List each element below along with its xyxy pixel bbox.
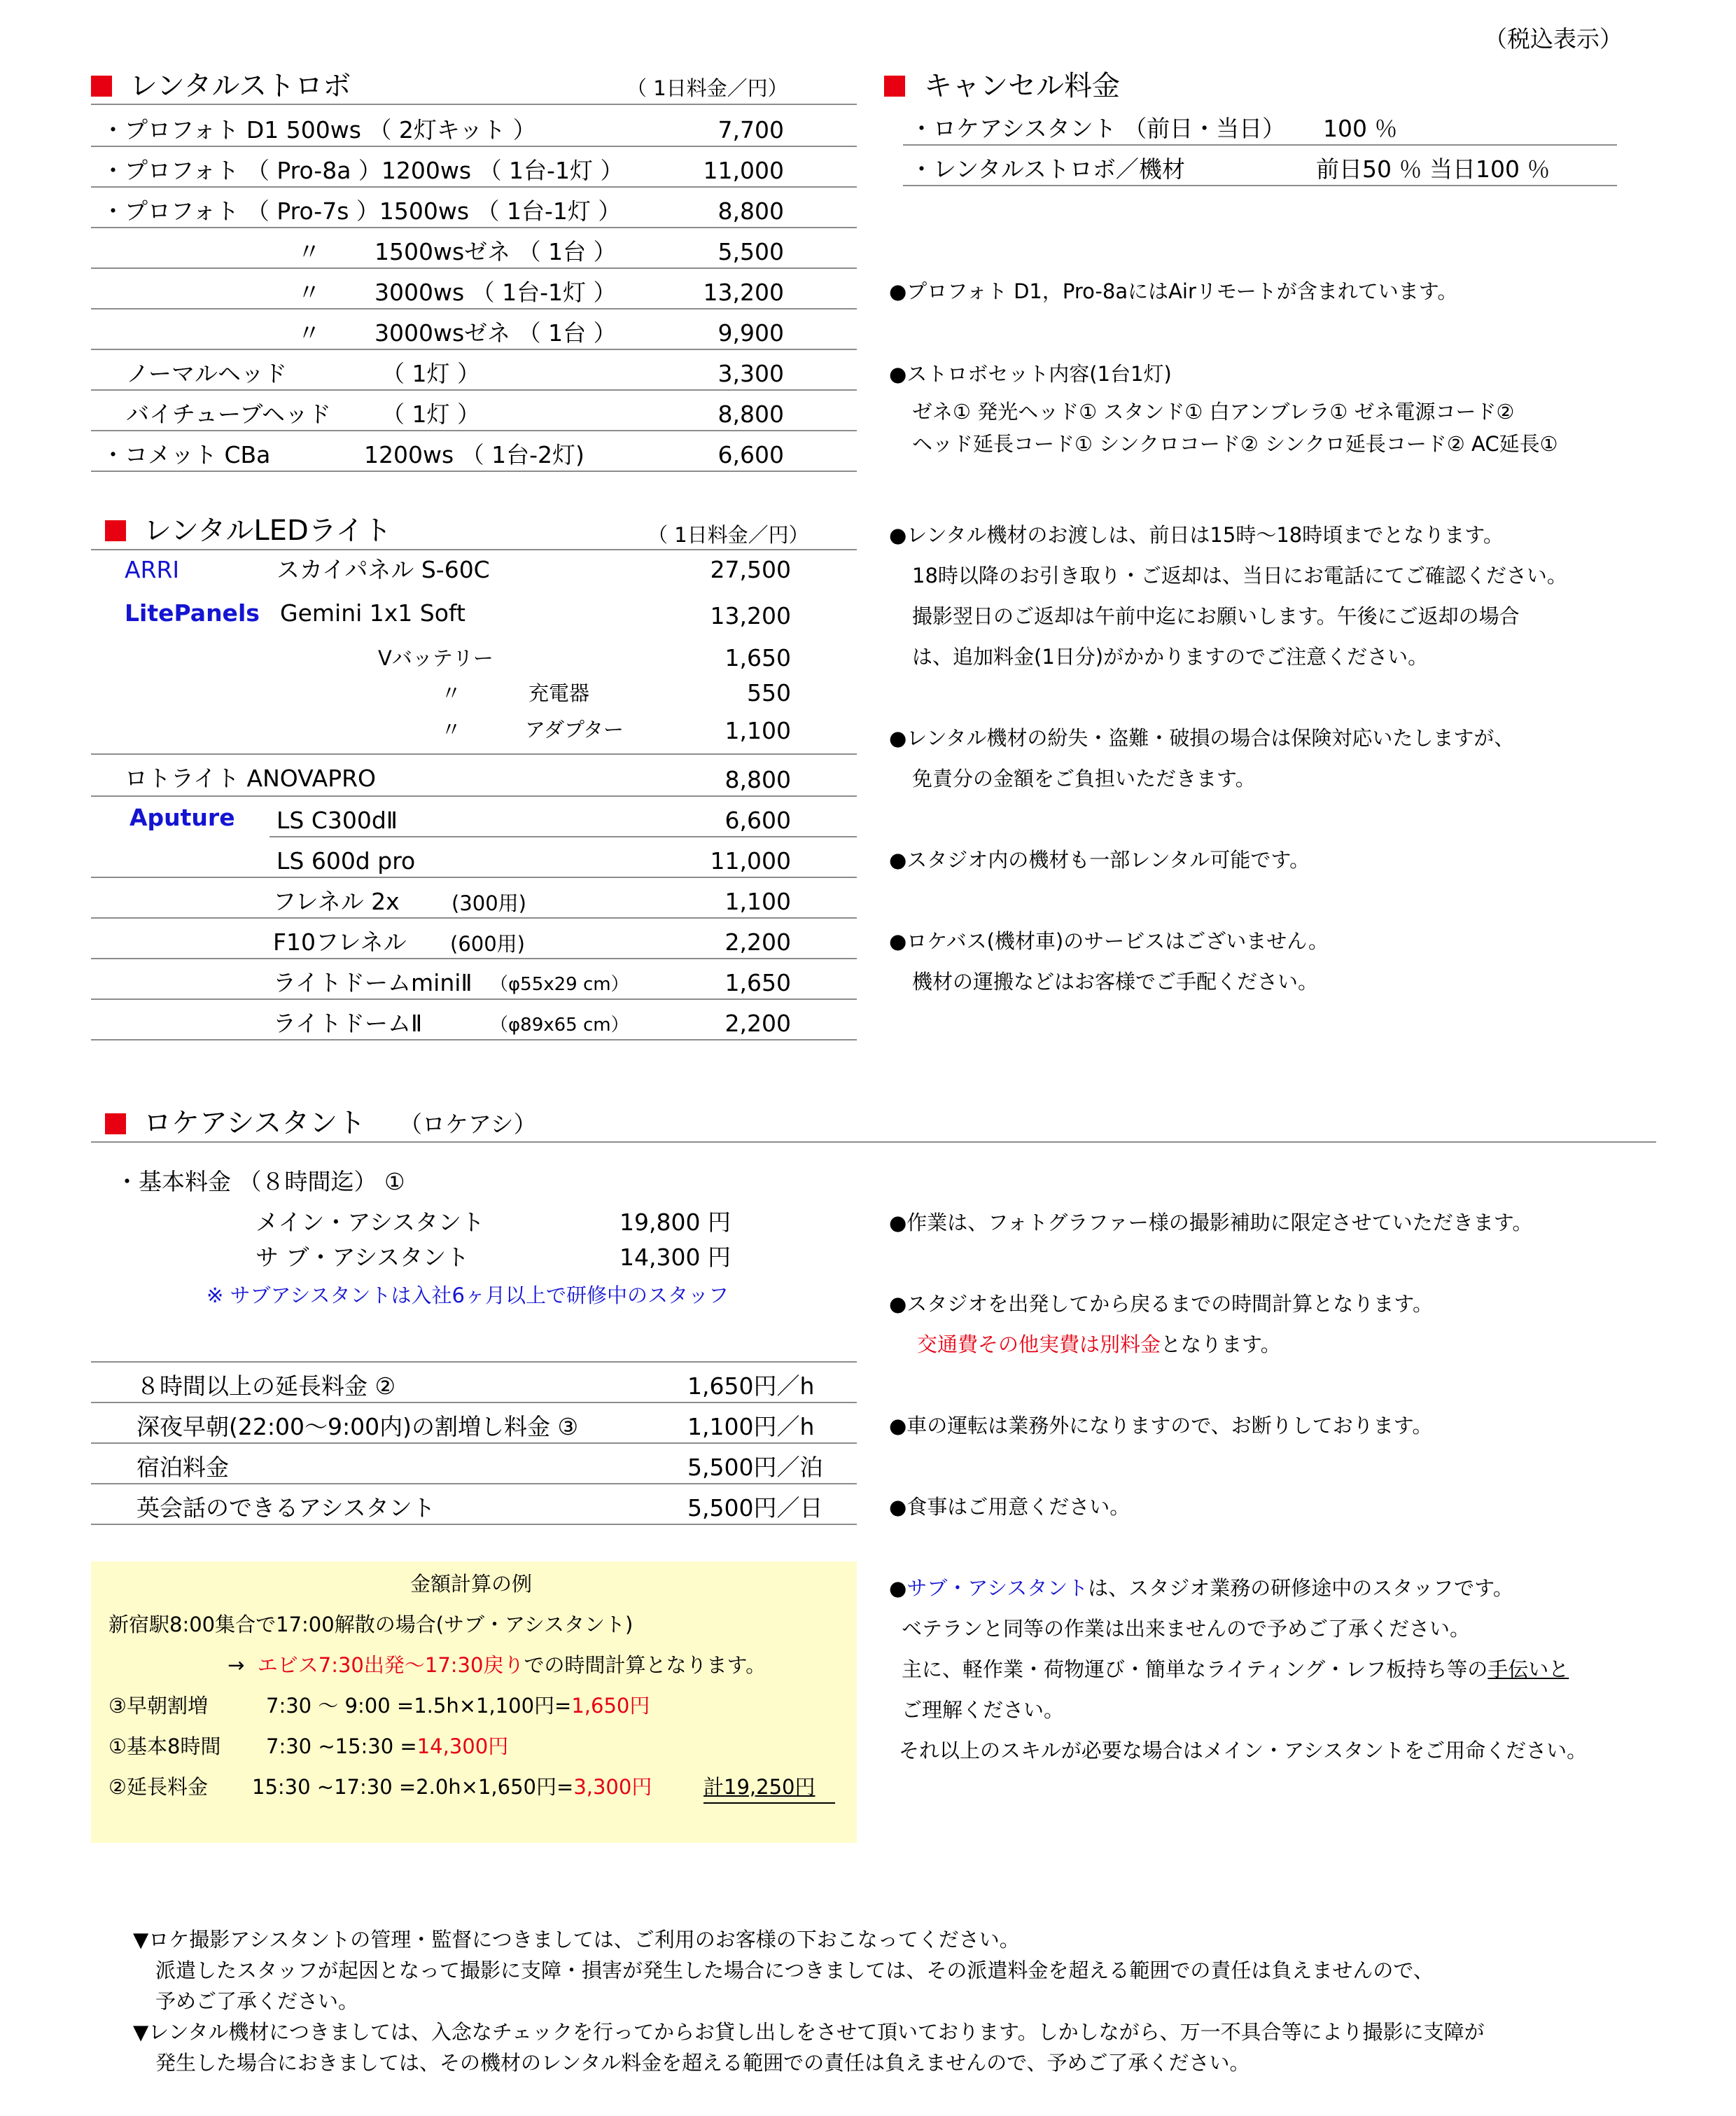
strobe-unit: （ 1日料金／円） bbox=[626, 76, 788, 100]
sub-assistant-note: ※ サブアシスタントは入社6ヶ月以上で研修中のスタッフ bbox=[206, 1283, 729, 1307]
divider bbox=[91, 267, 857, 269]
calc-row-formula: 15:30 ~17:30 =2.0h×1,650円= bbox=[252, 1775, 574, 1799]
cancel-title: キャンセル料金 bbox=[924, 70, 1120, 102]
led-item: LS 600d pro bbox=[276, 847, 416, 875]
note-rest: は、スタジオ業務の研修途中のスタッフです。 bbox=[1088, 1576, 1513, 1600]
strobe-row-label: ・プロフォト （ Pro-7s ）1500ws （ 1台-1灯 ） bbox=[102, 197, 622, 225]
assistant-subtitle: （ロケアシ） bbox=[399, 1111, 537, 1138]
tax-note: （税込表示） bbox=[1484, 25, 1623, 53]
led-price: 2,200 bbox=[724, 928, 791, 956]
ditto-mark: 〃 bbox=[298, 319, 321, 347]
calc-highlight: エビス7:30出発～17:30戻り bbox=[257, 1653, 524, 1677]
strobe-row-price: 5,500 bbox=[718, 238, 784, 265]
calc-row bbox=[252, 1774, 652, 1800]
calc-row-label: ②延長料金 bbox=[108, 1775, 208, 1799]
strobe-row-label: 1200ws （ 1台-2灯) bbox=[364, 441, 584, 468]
calc-line: 新宿駅8:00集合で17:00解散の場合(サブ・アシスタント) bbox=[108, 1613, 634, 1636]
note-line: ベテランと同等の作業は出来ませんので予めご了承ください。 bbox=[902, 1617, 1471, 1641]
strobe-title: レンタルストロボ bbox=[130, 70, 351, 102]
divider bbox=[91, 795, 857, 797]
extra-fee-label: 英会話のできるアシスタント bbox=[136, 1494, 435, 1522]
divider bbox=[91, 389, 857, 391]
divider bbox=[91, 1039, 857, 1040]
extra-fee-label: 宿泊料金 bbox=[136, 1454, 229, 1481]
led-item: 充電器 bbox=[528, 681, 590, 705]
led-price: 1,100 bbox=[724, 717, 791, 744]
led-price: 1,650 bbox=[724, 969, 791, 996]
note-line: ●スタジオ内の機材も一部レンタル可能です。 bbox=[889, 848, 1310, 872]
strobe-row-price: 3,300 bbox=[718, 360, 784, 387]
divider bbox=[91, 549, 857, 550]
footer-line: 予めご了承ください。 bbox=[155, 1989, 359, 2013]
strobe-row-price: 9,900 bbox=[718, 319, 784, 347]
strobe-row-label: ・プロフォト （ Pro-8a ）1200ws （ 1台-1灯 ） bbox=[102, 157, 624, 184]
calc-row-formula: 7:30 ~15:30 = bbox=[266, 1734, 417, 1758]
strobe-row-price: 6,600 bbox=[718, 441, 784, 468]
note-line: は、追加料金(1日分)がかかりますのでご注意ください。 bbox=[912, 645, 1429, 669]
divider bbox=[91, 877, 857, 878]
footer-line: ▼ロケ撮影アシスタントの管理・監督につきましては、ご利用のお客様の下おこなってください。 bbox=[133, 1928, 1020, 1951]
led-item: LS C300dⅡ bbox=[276, 807, 398, 834]
note-rest: 主に、軽作業・荷物運び・簡単なライティング・レフ板持ち等の bbox=[902, 1657, 1488, 1681]
note-line: ●スタジオを出発してから戻るまでの時間計算となります。 bbox=[889, 1292, 1433, 1316]
cancel-row-label: ・レンタルストロボ／機材 bbox=[910, 155, 1185, 183]
note-line: 機材の運搬などはお客様でご手配ください。 bbox=[912, 970, 1319, 994]
calc-row bbox=[266, 1693, 650, 1718]
note-line: ●レンタル機材の紛失・盗難・破損の場合は保険対応いたしますが、 bbox=[889, 726, 1515, 750]
divider bbox=[91, 1141, 1656, 1143]
calc-title: 金額計算の例 bbox=[410, 1572, 533, 1596]
cancel-row-value: 前日50 ％ 当日100 ％ bbox=[1316, 155, 1550, 183]
led-price: 2,200 bbox=[724, 1010, 791, 1037]
led-price: 8,800 bbox=[724, 766, 791, 793]
extra-fee-price: 5,500円／日 bbox=[687, 1494, 823, 1522]
note-line: 18時以降のお引き取り・ご返却は、当日にお電話にてご確認ください。 bbox=[912, 564, 1567, 587]
divider bbox=[91, 471, 857, 472]
divider bbox=[91, 349, 857, 350]
strobe-row-label: 1500wsゼネ （ 1台 ） bbox=[374, 238, 617, 265]
brand-arri: ARRI bbox=[125, 556, 180, 583]
footer-line: 派遣したスタッフが起因となって撮影に支障・損害が発生した場合につきましては、その派遣料金を超える範囲での責任は負えませんので、 bbox=[155, 1958, 1434, 1982]
strobe-row-label: 3000wsゼネ （ 1台 ） bbox=[374, 319, 617, 347]
divider bbox=[91, 958, 857, 959]
strobe-row-label: 3000ws （ 1台-1灯 ） bbox=[374, 279, 617, 306]
led-price: 13,200 bbox=[710, 602, 791, 629]
main-assistant-price: 19,800 円 bbox=[620, 1209, 731, 1236]
led-item: ライトドームminiⅡ bbox=[273, 969, 472, 996]
divider bbox=[91, 104, 857, 105]
note-line: ●ロケバス(機材車)のサービスはございません。 bbox=[889, 929, 1329, 953]
calc-total: 計19,250円 bbox=[704, 1775, 816, 1799]
note-underlined: 手伝いと bbox=[1488, 1657, 1569, 1681]
main-assistant-label: メイン・アシスタント bbox=[255, 1209, 485, 1236]
strobe-row-label: ・コメット CBa bbox=[102, 441, 271, 468]
strobe-row-label: ・プロフォト D1 500ws （ 2灯キット ） bbox=[102, 116, 536, 144]
brand-aputure: Aputure bbox=[130, 804, 235, 831]
brand-litepanels: LitePanels bbox=[125, 599, 260, 627]
led-unit: （ 1日料金／円） bbox=[648, 523, 809, 547]
calc-arrow bbox=[227, 1652, 766, 1678]
strobe-row-label: （ 1灯 ） bbox=[382, 360, 480, 387]
extra-fee-label: ８時間以上の延長料金 ② bbox=[136, 1372, 396, 1400]
note-line: ●車の運転は業務外になりますので、お断りしております。 bbox=[889, 1414, 1433, 1438]
strobe-row-label: ノーマルヘッド bbox=[126, 360, 288, 387]
divider bbox=[91, 1483, 857, 1484]
cancel-row-label: ・ロケアシスタント （前日・当日） bbox=[910, 115, 1286, 142]
led-item: ロトライト ANOVAPRO bbox=[125, 765, 376, 792]
divider bbox=[91, 186, 857, 188]
note-line: 撮影翌日のご返却は午前中迄にお願いします。午後にご返却の場合 bbox=[912, 604, 1520, 628]
note-line: ●ストロボセット内容(1台1灯) bbox=[889, 362, 1172, 386]
led-item-note: （φ89x65 cm） bbox=[490, 1015, 629, 1036]
calc-line-rest: での時間計算となります。 bbox=[524, 1653, 766, 1677]
sub-assistant-price: 14,300 円 bbox=[620, 1244, 731, 1271]
note-highlight: サブ・アシスタント bbox=[906, 1576, 1088, 1600]
base-fee-label: ・基本料金 （８時間迄） ① bbox=[115, 1168, 405, 1195]
note-line: ●レンタル機材のお渡しは、前日は15時～18時頃までとなります。 bbox=[889, 523, 1504, 547]
calc-row-label: ③早朝割増 bbox=[108, 1694, 208, 1718]
note-rest: となります。 bbox=[1161, 1332, 1281, 1356]
divider bbox=[91, 1402, 857, 1403]
cancel-row-value: 100 ％ bbox=[1323, 115, 1398, 142]
total-underline bbox=[704, 1802, 835, 1804]
ditto-mark: 〃 bbox=[441, 718, 462, 742]
led-price: 1,100 bbox=[724, 888, 791, 915]
sub-assistant-label: サ ブ・アシスタント bbox=[255, 1244, 470, 1271]
calc-row-result: 3,300円 bbox=[573, 1775, 652, 1799]
divider bbox=[91, 998, 857, 1000]
note-line: ●作業は、フォトグラファー様の撮影補助に限定させていただきます。 bbox=[889, 1211, 1533, 1234]
note-line: ●食事はご用意ください。 bbox=[889, 1495, 1130, 1519]
strobe-row-price: 7,700 bbox=[718, 116, 784, 144]
led-price: 6,600 bbox=[724, 807, 791, 834]
divider bbox=[903, 185, 1617, 186]
assistant-title: ロケアシスタント bbox=[144, 1107, 366, 1139]
note-line: 免責分の金額をご負担いただきます。 bbox=[912, 767, 1256, 791]
divider bbox=[91, 146, 857, 147]
footer-line: ▼レンタル機材につきましては、入念なチェックを行ってからお貸し出しをさせて頂いております。しかしながら、万一不具合等により撮影に支障が bbox=[133, 2020, 1485, 2044]
led-item: Gemini 1x1 Soft bbox=[280, 599, 465, 627]
note-line: ゼネ① 発光ヘッド① スタンド① 白アンブレラ① ゼネ電源コード② bbox=[912, 400, 1515, 424]
section-marker bbox=[884, 76, 905, 97]
calc-row-result: 1,650円 bbox=[571, 1694, 650, 1718]
led-item: フレネル 2x bbox=[273, 888, 400, 915]
strobe-row-label: バイチューブヘッド bbox=[126, 401, 332, 428]
divider bbox=[91, 308, 857, 309]
note-line: ヘッド延長コード① シンクロコード② シンクロ延長コード② AC延長① bbox=[912, 432, 1558, 456]
note-line bbox=[889, 1575, 1513, 1601]
strobe-row-price: 13,200 bbox=[703, 279, 784, 306]
extra-fee-label: 深夜早朝(22:00～9:00内)の割増し料金 ③ bbox=[136, 1413, 579, 1440]
note-highlight: 交通費その他実費は別料金 bbox=[917, 1332, 1161, 1356]
calc-row-result: 14,300円 bbox=[416, 1734, 509, 1758]
divider bbox=[91, 227, 857, 228]
led-price: 1,650 bbox=[724, 644, 791, 671]
led-item: アダプター bbox=[525, 718, 624, 742]
divider bbox=[91, 1361, 857, 1363]
strobe-row-price: 11,000 bbox=[703, 157, 784, 184]
divider bbox=[91, 1524, 857, 1525]
divider bbox=[91, 430, 857, 431]
calc-row-label: ①基本8時間 bbox=[108, 1734, 221, 1758]
ditto-mark: 〃 bbox=[298, 238, 321, 265]
led-item-note: (600用) bbox=[450, 932, 525, 956]
led-item-note: (300用) bbox=[451, 891, 526, 915]
divider bbox=[91, 753, 857, 755]
note-line bbox=[917, 1332, 1281, 1357]
strobe-row-label: （ 1灯 ） bbox=[382, 401, 480, 428]
note-line: ご理解ください。 bbox=[902, 1698, 1065, 1722]
led-item: ライトドームⅡ bbox=[273, 1010, 423, 1037]
divider bbox=[270, 836, 857, 837]
section-marker bbox=[105, 1113, 126, 1134]
divider bbox=[91, 917, 857, 919]
section-marker bbox=[91, 76, 112, 97]
calc-row-formula: 7:30 ～ 9:00 =1.5h×1,100円= bbox=[266, 1694, 572, 1718]
divider bbox=[91, 1442, 857, 1444]
led-item: スカイパネル S-60C bbox=[276, 556, 490, 583]
divider bbox=[903, 144, 1617, 146]
extra-fee-price: 1,650円／h bbox=[687, 1372, 815, 1400]
arrow-icon: → bbox=[227, 1653, 245, 1677]
led-item-note: （φ55x29 cm） bbox=[490, 974, 629, 995]
led-price: 11,000 bbox=[710, 847, 791, 875]
bullet: ● bbox=[889, 1576, 907, 1600]
led-item: F10フレネル bbox=[273, 928, 407, 956]
extra-fee-price: 5,500円／泊 bbox=[687, 1454, 823, 1481]
note-line bbox=[902, 1657, 1569, 1682]
note-line: ●プロフォト D1，Pro-8aにはAirリモートが含まれています。 bbox=[889, 279, 1458, 303]
led-price: 550 bbox=[747, 679, 791, 707]
section-marker bbox=[105, 520, 126, 541]
extra-fee-price: 1,100円／h bbox=[687, 1413, 815, 1440]
note-line: それ以上のスキルが必要な場合はメイン・アシスタントをご用命ください。 bbox=[899, 1739, 1588, 1762]
led-item: Vバッテリー bbox=[378, 646, 493, 670]
strobe-row-price: 8,800 bbox=[718, 197, 784, 225]
strobe-row-price: 8,800 bbox=[718, 401, 784, 428]
ditto-mark: 〃 bbox=[298, 279, 321, 306]
led-price: 27,500 bbox=[710, 556, 791, 583]
calc-row bbox=[266, 1734, 508, 1759]
footer-line: 発生した場合におきましては、その機材のレンタル料金を超える範囲での責任は負えませんので、予めご了承ください。 bbox=[155, 2051, 1250, 2075]
led-title: レンタルLEDライト bbox=[144, 515, 392, 547]
ditto-mark: 〃 bbox=[441, 681, 462, 705]
